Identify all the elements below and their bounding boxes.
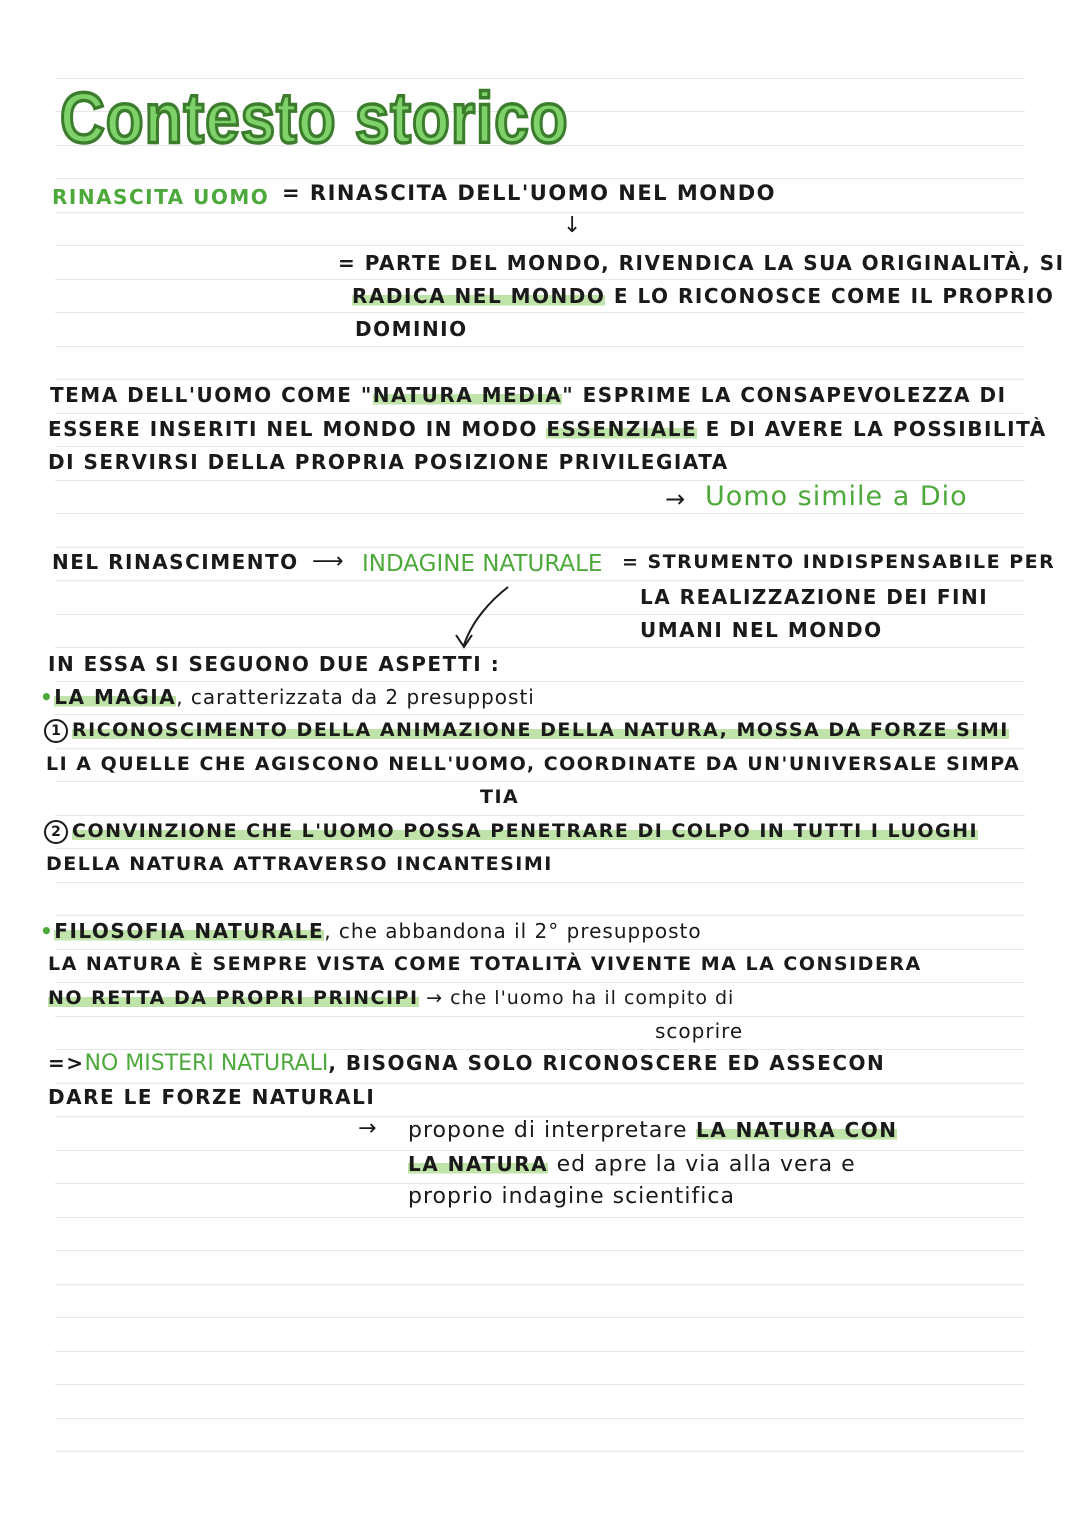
bullet-icon: •: [40, 919, 55, 943]
presupposto-1-line-1: [44, 717, 1009, 743]
highlight-radica: RADICA NEL MONDO: [352, 284, 606, 308]
highlight-filosofia-naturale: FILOSOFIA NATURALE: [54, 919, 325, 943]
magia-desc: , caratterizzata da 2 presupposti: [176, 685, 535, 709]
definition-line-2: [352, 283, 1054, 309]
filosofia-line: [40, 918, 702, 944]
tema-line-3: DI SERVIRSI DELLA PROPRIA POSIZIONE PRIVILEGIATA: [48, 450, 729, 474]
tema-line-1-end: " ESPRIME LA CONSAPEVOLEZZA DI: [562, 383, 1007, 407]
filosofia-line-7: [408, 1117, 897, 1144]
rinascita-uomo-term: RINASCITA UOMO: [52, 185, 270, 209]
curved-arrow-icon: [450, 583, 520, 653]
highlight-la-magia: LA MAGIA: [54, 685, 177, 709]
indagine-naturale-term: INDAGINE NATURALE: [362, 551, 603, 577]
tema-line-1-start: TEMA DELL'UOMO COME ": [50, 383, 373, 407]
definition-line-1: = PARTE DEL MONDO, RIVENDICA LA SUA ORIGINALITÀ, SI: [338, 251, 1065, 275]
filosofia-line-5-rest: , BISOGNA SOLO RICONOSCERE ED ASSECON: [328, 1051, 886, 1075]
filosofia-line-9: proprio indagine scientifica: [408, 1184, 735, 1209]
tema-line-2-end: E DI AVERE LA POSSIBILITÀ: [705, 417, 1047, 441]
highlight-natura-media: NATURA MEDIA: [372, 383, 563, 407]
rinascita-uomo-equation: = RINASCITA DELL'UOMO NEL MONDO: [282, 181, 776, 205]
implies-icon: =>: [48, 1051, 85, 1075]
filosofia-line-8: [408, 1151, 856, 1178]
presupposto-2-line-2: DELLA NATURA ATTRAVERSO INCANTESIMI: [46, 853, 553, 875]
page-title: Contesto storico: [60, 79, 569, 159]
filosofia-line-5: [48, 1050, 885, 1077]
bullet-icon: •: [40, 685, 55, 709]
indagine-def-line-1: = STRUMENTO INDISPENSABILE PER: [622, 551, 1056, 573]
filosofia-line-7-start: propone di interpretare: [408, 1118, 688, 1143]
indagine-def-line-3: UMANI NEL MONDO: [640, 618, 883, 642]
due-aspetti-line: IN ESSA SI SEGUONO DUE ASPETTI :: [48, 652, 501, 676]
tema-line-1: [50, 382, 1007, 408]
definition-line-2-rest: E LO RICONOSCE COME IL PROPRIO: [613, 284, 1055, 308]
presupposto-2-text: CONVINZIONE CHE L'UOMO POSSA PENETRARE DI COLPO IN TUTTI I LUOGHI: [72, 820, 979, 842]
highlight-retta: NO RETTA DA PROPRI PRINCIPI: [48, 987, 419, 1009]
number-1-icon: 1: [44, 719, 68, 743]
highlight-la-natura: LA NATURA: [408, 1152, 549, 1176]
presupposto-1-line-3: TIA: [480, 786, 520, 808]
filosofia-line-6: DARE LE FORZE NATURALI: [48, 1085, 376, 1109]
filosofia-line-8-rest: ed apre la via alla vera e: [556, 1152, 856, 1177]
indagine-def-line-2: LA REALIZZAZIONE DEI FINI: [640, 585, 989, 609]
number-2-icon: 2: [44, 820, 68, 844]
down-arrow-icon: ↓: [563, 213, 582, 238]
filosofia-desc: , che abbandona il 2° presupposto: [324, 919, 702, 943]
uomo-simile-a-dio: Uomo simile a Dio: [705, 481, 968, 512]
tema-line-2: [48, 416, 1047, 442]
filosofia-line-3-rest: → che l'uomo ha il compito di: [426, 987, 735, 1009]
highlight-la-natura-con: LA NATURA CON: [695, 1118, 898, 1142]
filosofia-line-2: LA NATURA È SEMPRE VISTA COME TOTALITÀ VIVENTE MA LA CONSIDERA: [48, 953, 922, 975]
tema-line-2-start: ESSERE INSERITI NEL MONDO IN MODO: [48, 417, 538, 441]
highlight-essenziale: ESSENZIALE: [546, 417, 698, 441]
presupposto-1-text: RICONOSCIMENTO DELLA ANIMAZIONE DELLA NATURA, MOSSA DA FORZE SIMI: [72, 719, 1009, 741]
right-arrow-icon: →: [358, 1116, 378, 1141]
presupposto-1-line-2: LI A QUELLE CHE AGISCONO NELL'UOMO, COORDINATE DA UN'UNIVERSALE SIMPA: [46, 753, 1021, 775]
definition-line-3: DOMINIO: [355, 317, 468, 341]
long-arrow-icon: ⟶: [312, 549, 346, 574]
magia-line: [40, 684, 535, 710]
filosofia-line-4: scoprire: [655, 1019, 744, 1043]
presupposto-2-line-1: [44, 818, 978, 844]
filosofia-line-3: [48, 985, 734, 1011]
no-misteri-naturali: NO MISTERI NATURALI: [84, 1051, 329, 1076]
right-arrow-icon: →: [665, 485, 687, 513]
nel-rinascimento-label: NEL RINASCIMENTO: [52, 550, 299, 574]
